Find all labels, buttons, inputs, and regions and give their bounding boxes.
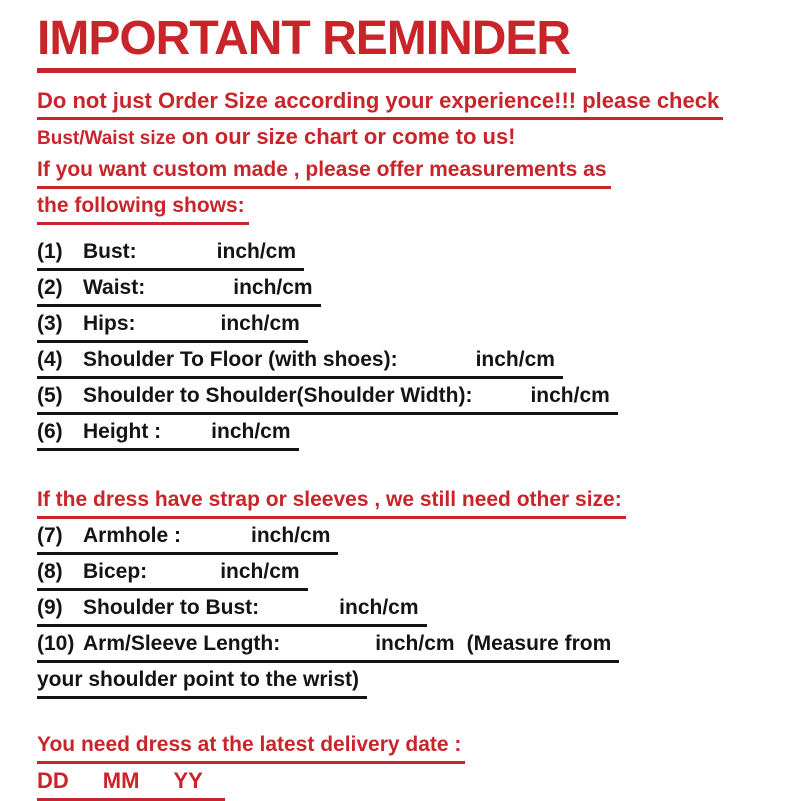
row-unit: inch/cm xyxy=(375,632,455,655)
row-unit: inch/cm xyxy=(251,524,331,547)
row-number: (7) xyxy=(37,524,63,547)
measurement-row-hips xyxy=(37,311,308,343)
row-number: (9) xyxy=(37,596,63,619)
row-unit: inch/cm xyxy=(475,348,555,371)
row-unit: inch/cm xyxy=(530,384,610,407)
custom-made-line-1: If you want custom made , please offer measurements as xyxy=(37,157,611,189)
row-unit: inch/cm xyxy=(339,596,419,619)
measurement-row-shoulder-width xyxy=(37,383,618,415)
measurement-row-waist xyxy=(37,275,321,307)
extra-measurements-list xyxy=(37,523,782,699)
row-number: (4) xyxy=(37,348,63,371)
row-label: Shoulder to Bust: xyxy=(83,596,260,619)
measurement-row-bicep xyxy=(37,559,308,591)
row-label: Height : xyxy=(83,420,162,443)
warning-line: Do not just Order Size according your experience!!! please check xyxy=(37,88,723,120)
row-number: (1) xyxy=(37,240,63,263)
measurement-row-bust xyxy=(37,239,304,271)
date-field-yy: YY xyxy=(173,768,203,793)
row-label: Waist: xyxy=(83,276,146,299)
measurement-row-shoulder-to-floor xyxy=(37,347,563,379)
date-field-mm: MM xyxy=(102,768,140,793)
row-label: Bust: xyxy=(83,240,137,263)
row-number: (2) xyxy=(37,276,63,299)
row-unit: inch/cm xyxy=(220,560,300,583)
size-chart-lead-text: Bust/Waist size xyxy=(37,128,176,149)
page-title: IMPORTANT REMINDER xyxy=(37,14,576,73)
measurement-row-shoulder-to-bust xyxy=(37,595,427,627)
row-number: (5) xyxy=(37,384,63,407)
strap-sleeves-heading: If the dress have strap or sleeves , we still need other size: xyxy=(37,487,626,519)
row-label: Armhole : xyxy=(83,524,182,547)
row-label: Arm/Sleeve Length: xyxy=(83,632,281,655)
row-unit: inch/cm xyxy=(220,312,300,335)
measurement-row-sleeve-length-line-1 xyxy=(37,631,619,663)
row-number: (3) xyxy=(37,312,63,335)
size-chart-line xyxy=(37,124,516,152)
measure-note-wrap: your shoulder point to the wrist) xyxy=(37,668,359,691)
row-number: (10) xyxy=(37,632,75,655)
size-chart-rest-text: on our size chart or come to us! xyxy=(175,124,516,149)
row-unit: inch/cm xyxy=(233,276,313,299)
row-number: (8) xyxy=(37,560,63,583)
measurement-row-armhole xyxy=(37,523,338,555)
row-label: Shoulder To Floor (with shoes): xyxy=(83,348,398,371)
delivery-date-fields xyxy=(37,768,225,801)
row-label: Hips: xyxy=(83,312,136,335)
row-number: (6) xyxy=(37,420,63,443)
row-unit: inch/cm xyxy=(211,420,291,443)
measurement-row-height xyxy=(37,419,299,451)
row-label: Bicep: xyxy=(83,560,148,583)
measurement-row-sleeve-length-line-2 xyxy=(37,667,367,699)
row-label: Shoulder to Shoulder(Shoulder Width): xyxy=(83,384,473,407)
row-unit: inch/cm xyxy=(216,240,297,263)
main-measurements-list xyxy=(37,239,782,451)
date-field-dd: DD xyxy=(37,768,69,793)
measure-note-start: (Measure from xyxy=(466,632,612,655)
custom-made-line-2: the following shows: xyxy=(37,193,249,225)
delivery-date-heading: You need dress at the latest delivery date : xyxy=(37,732,465,764)
